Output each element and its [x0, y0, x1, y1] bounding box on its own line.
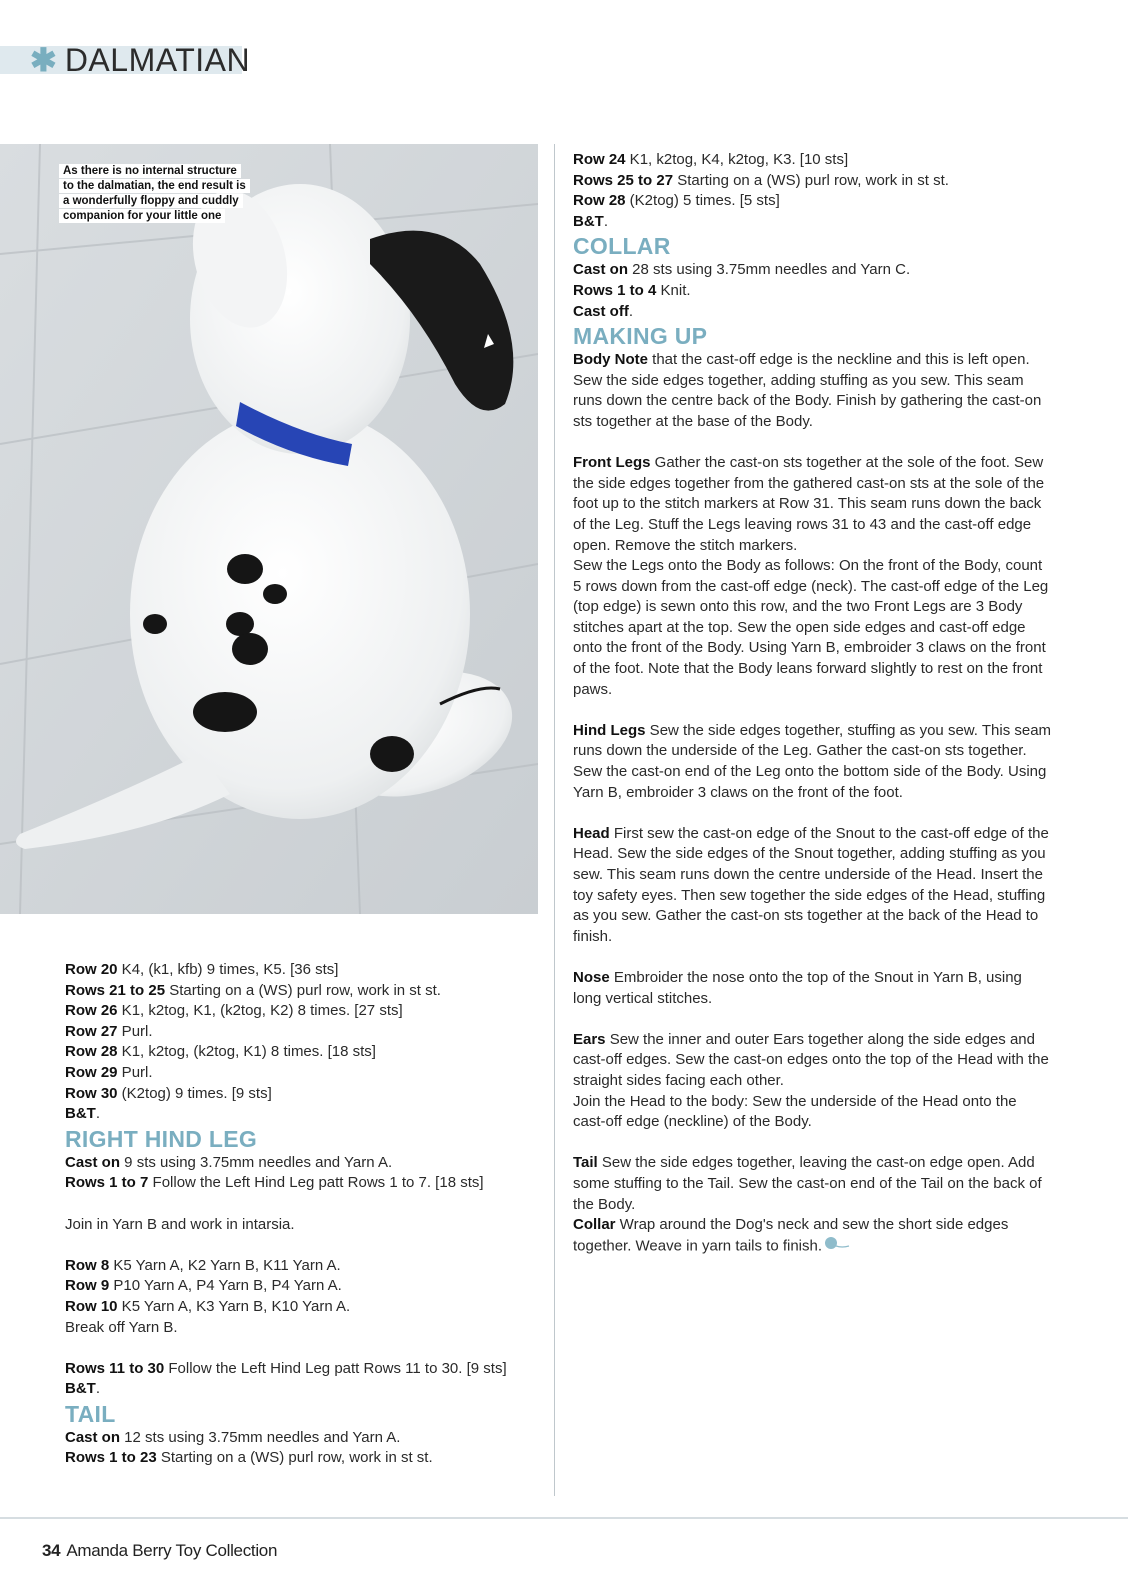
- instruction-line: Row 30 (K2tog) 9 times. [9 sts]: [65, 1084, 272, 1102]
- making-up-ears-continued: Join the Head to the body: Sew the underside of the Head onto the cast-off edge (neckline) of the Body.: [573, 1092, 1017, 1131]
- section-heading-making-up: MAKING UP: [573, 323, 708, 350]
- page-header: [30, 40, 250, 80]
- instruction-line: Row 27 Purl.: [65, 1022, 153, 1040]
- making-up-front-legs-continued: Sew the Legs onto the Body as follows: On the front of the Body, count 5 rows down from the cast-off edge (neck). The cast-off edge of the Leg (top edge) is sewn onto this row, and the two Front Legs are 3 Body stitches apart at the top. Sew the open side edges and cast-off edge onto the front of the Body. Using Yarn B, embroider 3 claws on the front of the foot. Note that the Body leans forward slightly to rest on the front paws.: [573, 557, 1049, 698]
- instruction-line: Row 9 P10 Yarn A, P4 Yarn B, P4 Yarn A.: [65, 1277, 342, 1295]
- photo-caption: As there is no internal structure to the dalmatian, the end result is a wonderfully floppy and cuddly companion for your little one: [59, 164, 249, 224]
- making-up-front-legs: Front Legs Gather the cast-on sts together at the sole of the foot. Sew the side edges together from the gathered cast-on sts at the sole of the foot up to the stitch markers at Row 31. This seam runs down the back of the Leg. Stuff the Legs leaving rows 31 to 43 and the cast-off edge open. Remove the stitch markers.: [573, 454, 1045, 554]
- dalmatian-photo: [0, 144, 538, 914]
- section-heading-collar: COLLAR: [573, 233, 671, 260]
- instruction-line: Rows 1 to 4 Knit.: [573, 281, 691, 299]
- instruction-line: Rows 1 to 7 Follow the Left Hind Leg patt Rows 1 to 7. [18 sts]: [65, 1174, 484, 1192]
- instruction-line: Cast on 12 sts using 3.75mm needles and Yarn A.: [65, 1428, 401, 1446]
- footer-rule: [0, 1517, 1128, 1519]
- instruction-line: Row 26 K1, k2tog, K1, (k2tog, K2) 8 times. [27 sts]: [65, 1002, 403, 1020]
- instruction-line: Row 29 Purl.: [65, 1063, 153, 1081]
- making-up-hind-legs: Hind Legs Sew the side edges together, stuffing as you sew. This seam runs down the underside of the Leg. Gather the cast-on sts together. Sew the cast-on end of the Leg onto the bottom side of the Body. Using Yarn B, embroider 3 claws on the front of the foot.: [573, 721, 1052, 801]
- publication-name: Amanda Berry Toy Collection: [66, 1541, 278, 1560]
- instruction-line: Row 20 K4, (k1, kfb) 9 times, K5. [36 sts]: [65, 961, 339, 978]
- left-column: [65, 960, 535, 1469]
- making-up-ears: Ears Sew the inner and outer Ears together along the side edges and cast-off edges. Sew the cast-on edges onto the top of the Head with the straight sides facing each other.: [573, 1030, 1049, 1089]
- instruction-line: Cast off.: [573, 302, 634, 320]
- instruction-note: Join in Yarn B and work in intarsia.: [65, 1215, 295, 1233]
- instruction-line: Row 24 K1, k2tog, K4, k2tog, K3. [10 sts]: [573, 151, 849, 168]
- section-heading-right-hind-leg: RIGHT HIND LEG: [65, 1125, 258, 1152]
- instruction-line: Row 28 K1, k2tog, (k2tog, K1) 8 times. [18 sts]: [65, 1043, 376, 1061]
- instruction-line: Rows 1 to 23 Starting on a (WS) purl row, work in st st.: [65, 1449, 433, 1467]
- making-up-nose: Nose Embroider the nose onto the top of the Snout in Yarn B, using long vertical stitches.: [573, 968, 1022, 1007]
- instruction-line: Rows 21 to 25 Starting on a (WS) purl row, work in st st.: [65, 981, 441, 999]
- making-up-body: Body Note that the cast-off edge is the neckline and this is left open. Sew the side edges together, adding stuffing as you sew. This seam runs down the centre back of the Body. Finish by gathering the cast-on sts together at the base of the Body.: [573, 351, 1042, 430]
- asterisk-icon: ✱: [30, 42, 57, 78]
- section-heading-tail: TAIL: [65, 1400, 116, 1427]
- instruction-line: B&T.: [65, 1105, 100, 1123]
- instruction-line: Row 10 K5 Yarn A, K3 Yarn B, K10 Yarn A.: [65, 1297, 351, 1315]
- making-up-tail: Tail Sew the side edges together, leaving the cast-on edge open. Add some stuffing to the Tail. Sew the cast-on end of the Tail on the back of the Body.: [573, 1154, 1042, 1213]
- page-footer: [42, 1541, 277, 1561]
- column-divider: [554, 144, 555, 1496]
- page-title: DALMATIAN: [64, 41, 251, 78]
- instruction-line: Cast on 9 sts using 3.75mm needles and Yarn A.: [65, 1153, 393, 1171]
- instruction-line: Rows 25 to 27 Starting on a (WS) purl row, work in st st.: [573, 171, 949, 189]
- instruction-note: Break off Yarn B.: [65, 1318, 178, 1336]
- instruction-line: Cast on 28 sts using 3.75mm needles and Yarn C.: [573, 261, 911, 279]
- yarn-ball-icon: [824, 1236, 850, 1257]
- page-number: 34: [42, 1541, 61, 1560]
- instruction-line: B&T.: [65, 1380, 100, 1398]
- instruction-line: Row 28 (K2tog) 5 times. [5 sts]: [573, 192, 780, 210]
- instruction-line: B&T.: [573, 212, 608, 230]
- instruction-line: Row 8 K5 Yarn A, K2 Yarn B, K11 Yarn A.: [65, 1256, 341, 1274]
- right-column: [573, 150, 1053, 1257]
- instruction-line: Rows 11 to 30 Follow the Left Hind Leg patt Rows 11 to 30. [9 sts]: [65, 1359, 507, 1377]
- making-up-collar: Collar Wrap around the Dog's neck and sew the short side edges together. Weave in yarn tails to finish.: [573, 1215, 1053, 1256]
- making-up-head: Head First sew the cast-on edge of the Snout to the cast-off edge of the Head. Sew the side edges of the Snout together, adding stuffing as you sew. This seam runs down the centre underside of the Head. Insert the toy safety eyes. Then sew together the side edges of the Head, stuffing as you sew. Gather the cast-on sts together at the back of the Head to finish.: [573, 824, 1049, 945]
